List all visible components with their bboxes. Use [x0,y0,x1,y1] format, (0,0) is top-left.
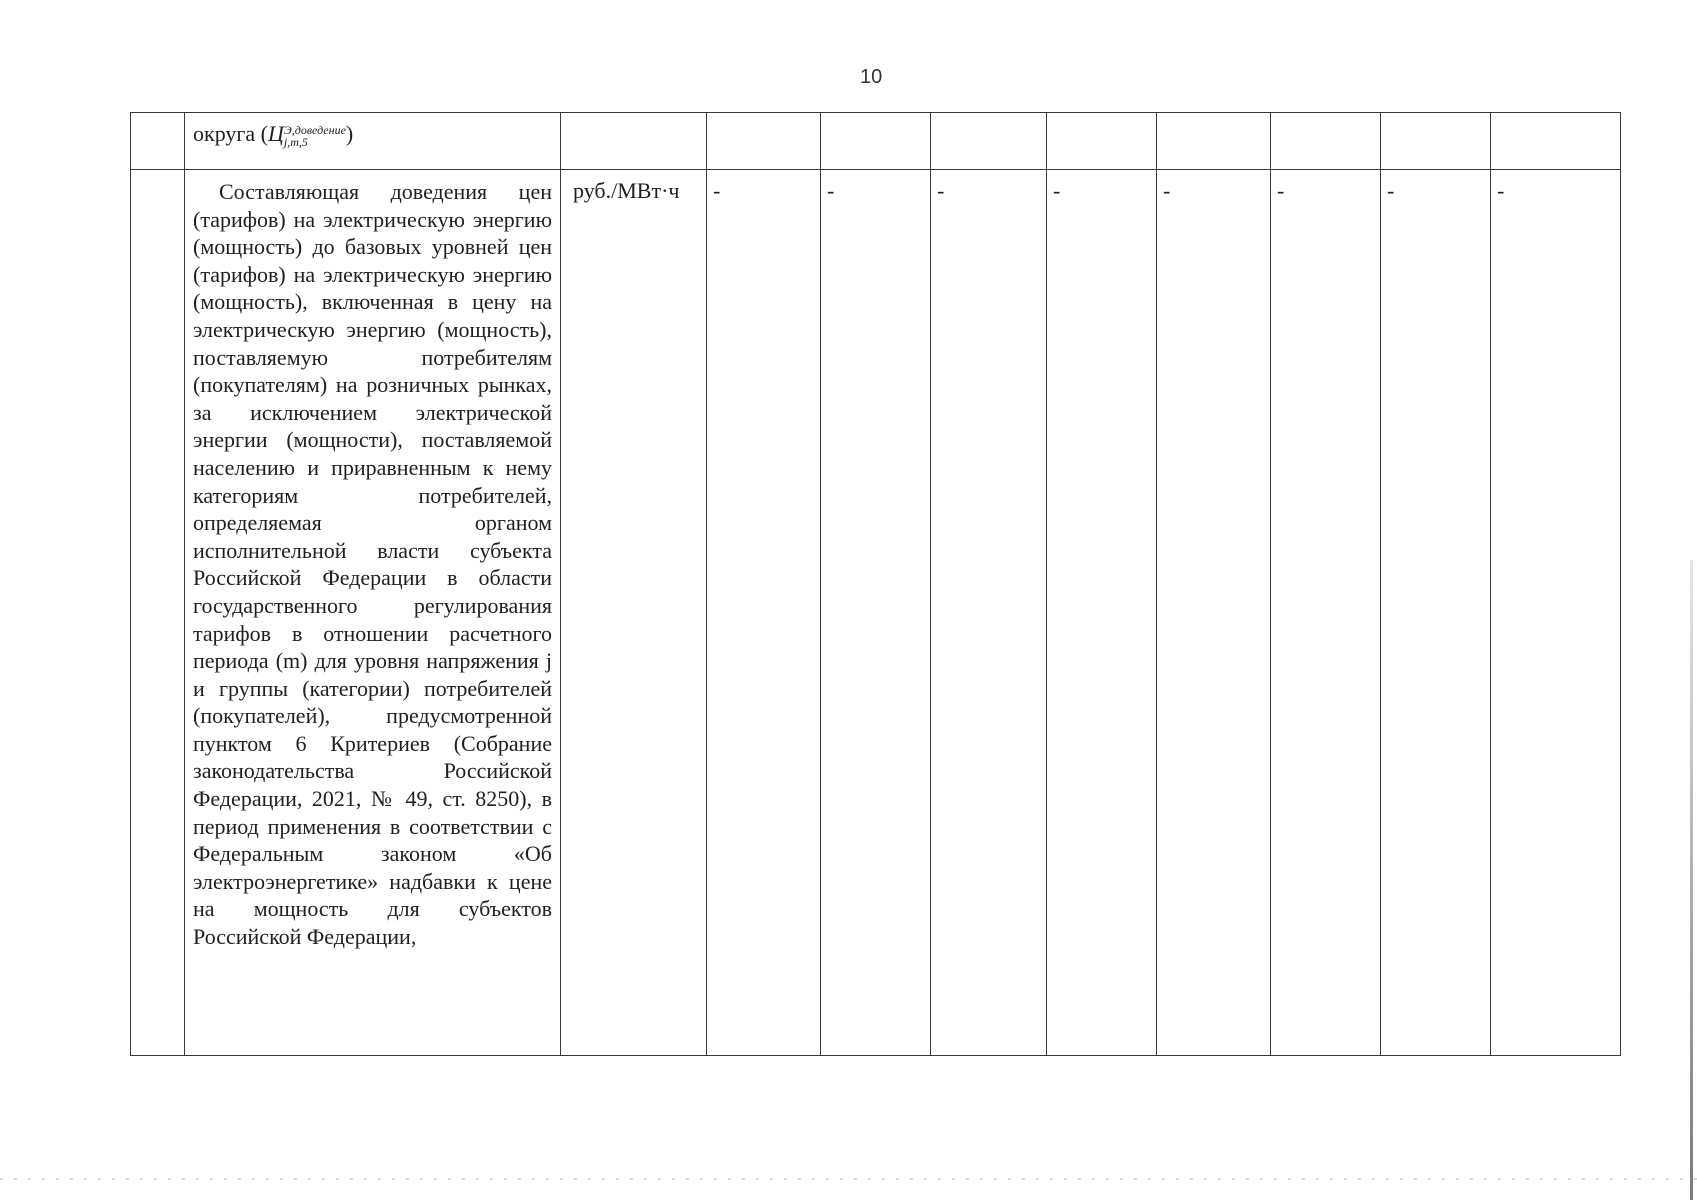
scan-edge-shadow [1690,560,1693,1200]
formula-base: Ц [268,121,284,146]
empty-cell [1271,113,1381,170]
empty-cell [561,113,707,170]
table-row-header [131,113,1621,170]
empty-cell [821,113,931,170]
empty-cell [1157,113,1271,170]
value-cell: - [821,170,931,1056]
value-cell: - [707,170,821,1056]
tariff-table [130,112,1621,1056]
value-cell: - [1381,170,1491,1056]
formula-prefix: округа ( [193,121,269,146]
formula-suffix: ) [345,121,354,146]
formula-subscript: j,m,5 [283,134,308,149]
index-cell [131,170,185,1056]
value-cell: - [1491,170,1621,1056]
table-row-body [131,170,1621,1056]
unit-cell: руб./МВт·ч [561,170,707,1056]
formula-indices [284,124,346,148]
empty-cell [1047,113,1157,170]
formula-cell [185,113,561,170]
description-cell: Составляющая доведения цен (тарифов) на электрическую энергию (мощность) до базовых уровней цен (тарифов) на электрическую энергию (мощность), включенная в цену на электрическую энергию (мощность), поставляемую потребителям (покупателям) на розничных рынках, за исключением электрической энергии (мощности), поставляемой населению и приравненным к нему категориям потребителей, определяемая органом исполнительной власти субъекта Российской Федерации в области государственного регулирования тарифов в отношении расчетного периода (m) для уровня напряжения j и группы (категории) потребителей (покупателей), предусмотренной пунктом 6 Критериев (Собрание законодательства Российской Федерации, 2021, № 49, ст. 8250), в период применения в соответствии с Федеральным законом «Об электроэнергетике» надбавки к цене на мощность для субъектов Российской Федерации, [185,170,561,1056]
page-number: 10 [860,66,883,88]
scan-artifact-line [0,1178,1697,1180]
empty-cell [1491,113,1621,170]
empty-cell [1381,113,1491,170]
value-cell: - [1271,170,1381,1056]
value-cell: - [1047,170,1157,1056]
empty-cell [931,113,1047,170]
value-cell: - [931,170,1047,1056]
index-cell [131,113,185,170]
formula-superscript: Э,доведение [283,122,346,137]
value-cell: - [1157,170,1271,1056]
empty-cell [707,113,821,170]
